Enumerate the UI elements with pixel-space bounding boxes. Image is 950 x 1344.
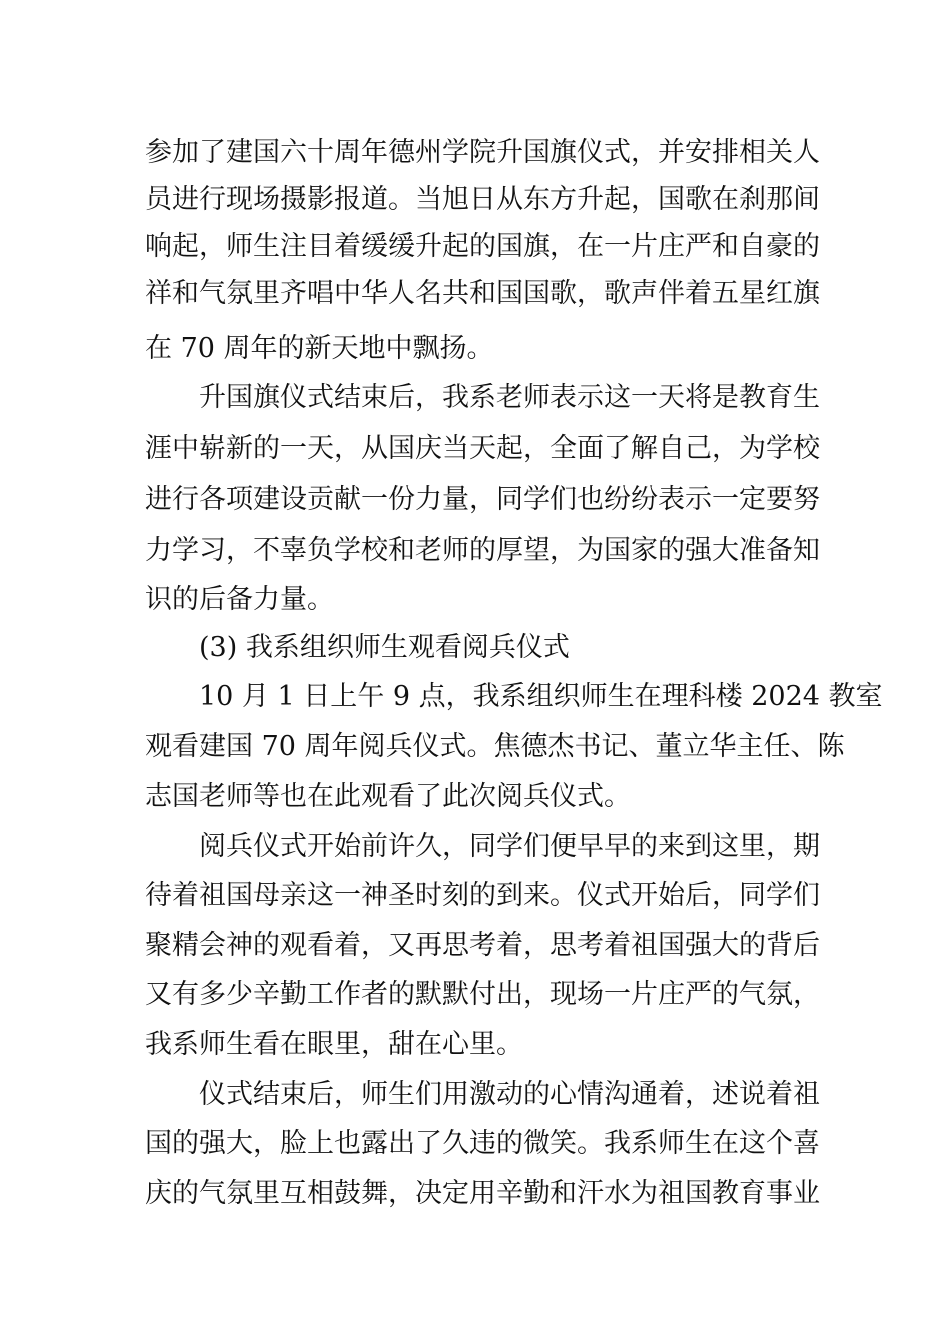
text-line: 聚精会神的观看着，又再思考着，思考着祖国强大的背后: [145, 930, 820, 961]
text-line: 涯中崭新的一天，从国庆当天起，全面了解自己，为学校: [145, 433, 820, 464]
text-line: 观看建国 70 周年阅兵仪式。焦德杰书记、董立华主任、陈: [145, 731, 845, 762]
text-line: 国的强大，脸上也露出了久违的微笑。我系师生在这个喜: [145, 1128, 820, 1159]
text-line: 待着祖国母亲这一神圣时刻的到来。仪式开始后，同学们: [145, 880, 820, 911]
text-line: 参加了建国六十周年德州学院升国旗仪式，并安排相关人: [145, 137, 820, 168]
text-line: 祥和气氛里齐唱中华人名共和国国歌，歌声伴着五星红旗: [145, 278, 820, 309]
text-line: 我系师生看在眼里，甜在心里。: [145, 1029, 523, 1060]
paragraph-first-line: 10 月 1 日上午 9 点，我系组织师生在理科楼 2024 教室: [199, 681, 883, 712]
text-line: 识的后备力量。: [145, 584, 334, 615]
text-line: 进行各项建设贡献一份力量，同学们也纷纷表示一定要努: [145, 484, 820, 515]
paragraph-first-line: 阅兵仪式开始前许久，同学们便早早的来到这里，期: [199, 831, 820, 862]
text-line: 力学习，不辜负学校和老师的厚望，为国家的强大准备知: [145, 535, 820, 566]
text-line: 志国老师等也在此观看了此次阅兵仪式。: [145, 781, 631, 812]
text-line: 又有多少辛勤工作者的默默付出，现场一片庄严的气氛，: [145, 979, 820, 1010]
paragraph-first-line: 仪式结束后，师生们用激动的心情沟通着，述说着祖: [199, 1079, 820, 1110]
text-line: 在 70 周年的新天地中飘扬。: [145, 333, 494, 364]
text-line: 员进行现场摄影报道。当旭日从东方升起，国歌在刹那间: [145, 184, 820, 215]
paragraph-first-line: 升国旗仪式结束后，我系老师表示这一天将是教育生: [199, 382, 820, 413]
section-heading: (3) 我系组织师生观看阅兵仪式: [199, 632, 570, 663]
text-line: 庆的气氛里互相鼓舞，决定用辛勤和汗水为祖国教育事业: [145, 1178, 820, 1209]
text-line: 响起，师生注目着缓缓升起的国旗，在一片庄严和自豪的: [145, 231, 820, 262]
